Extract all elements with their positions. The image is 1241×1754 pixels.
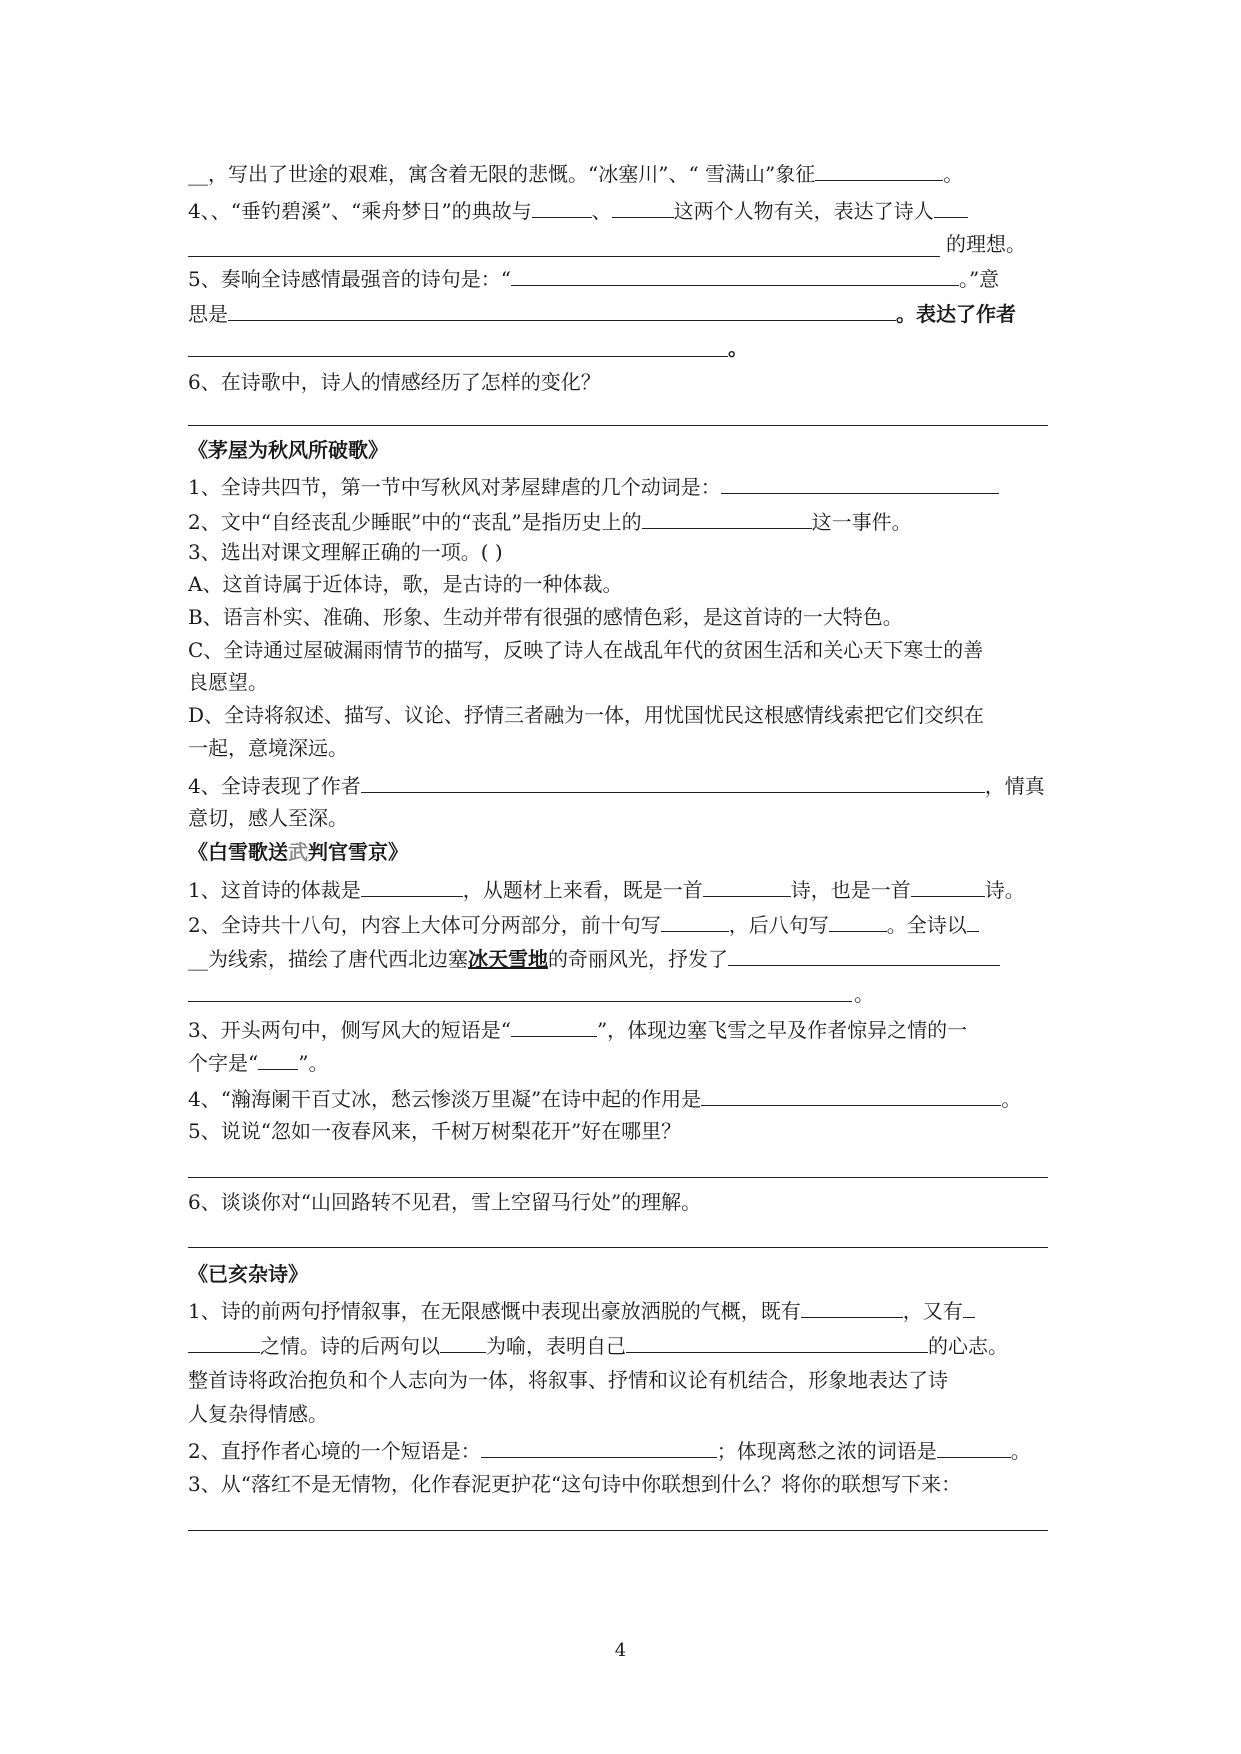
text: 1、全诗共四节，第一节中写秋风对茅屋肆虐的几个动词是： — [188, 475, 721, 499]
page-number: 4 — [614, 1640, 627, 1661]
s1-q5-meaning — [188, 300, 1016, 326]
text: 冰天雪地 — [468, 947, 548, 971]
text: 4、、“垂钓碧溪”、“乘舟梦日”的典故与 — [188, 199, 532, 223]
answer-blank[interactable] — [481, 1437, 717, 1458]
answer-blank[interactable] — [937, 1437, 1011, 1458]
s3-q1 — [188, 876, 1025, 902]
text: 4、全诗表现了作者 — [188, 774, 361, 798]
s3-q6: 6、谈谈你对“山回路转不见君，雪上空留马行处”的理解。 — [188, 1190, 702, 1214]
text: 2、全诗共十八句，内容上大体可分两部分，前十句写 — [188, 913, 661, 937]
text: 。 — [854, 982, 874, 1006]
text: 思是 — [188, 302, 228, 326]
text: ；体现离愁之浓的词语是 — [716, 1439, 937, 1463]
text: __为线索，描绘了唐代西北边塞 — [188, 947, 468, 971]
text: ，情真 — [984, 774, 1045, 798]
answer-blank[interactable] — [612, 197, 674, 218]
answer-line[interactable] — [188, 1530, 1048, 1531]
s2-q1 — [188, 473, 999, 499]
s3-q5: 5、说说“忽如一夜春风来，千树万树梨花开”好在哪里？ — [188, 1119, 682, 1143]
s3-q3 — [188, 1016, 967, 1042]
text: 之情。诗的后两句以 — [260, 1334, 440, 1358]
text: 《白雪歌送 — [188, 840, 288, 864]
text: ，又有 — [902, 1299, 963, 1323]
option-c-line-2: 良愿望。 — [188, 670, 268, 694]
s4-q1-cont — [188, 1332, 1008, 1358]
text: 。全诗以 — [886, 913, 967, 937]
text: 个字是“ — [188, 1051, 259, 1075]
answer-blank[interactable] — [701, 1085, 1001, 1106]
text: 1、诗的前两句抒情叙事，在无限感慨中表现出豪放洒脱的气概，既有 — [188, 1299, 801, 1323]
answer-line[interactable] — [188, 1177, 1048, 1178]
text: 1、这首诗的体裁是 — [188, 878, 361, 902]
text: 为喻，表明自己 — [486, 1334, 626, 1358]
text: 的心志。 — [928, 1334, 1008, 1358]
section-title: 《已亥杂诗》 — [188, 1262, 308, 1286]
s1-q4-line — [188, 197, 968, 223]
text: 。 — [728, 336, 748, 360]
text: 。 — [943, 162, 964, 186]
answer-line[interactable] — [188, 356, 728, 357]
text: 。 — [1001, 1087, 1022, 1111]
answer-blank[interactable] — [361, 772, 985, 793]
answer-blank[interactable] — [801, 1297, 903, 1318]
s3-q3-cont — [188, 1049, 328, 1075]
text: 武 — [288, 840, 308, 864]
text: 诗。 — [984, 878, 1025, 902]
s4-q3: 3、从“落红不是无情物，化作春泥更护花“这句诗中你联想到什么？将你的联想写下来： — [188, 1472, 962, 1496]
text: 。”意 — [958, 267, 1000, 291]
answer-blank[interactable] — [642, 508, 812, 529]
answer-blank[interactable] — [661, 911, 729, 932]
answer-blank[interactable] — [934, 197, 968, 218]
text: 2、文中“自经丧乱少睡眠”中的“丧乱”是指历史上的 — [188, 510, 642, 534]
s4-q1-summary-1: 整首诗将政治抱负和个人志向为一体，将叙事、抒情和议论有机结合，形象地表达了诗 — [188, 1368, 948, 1392]
answer-line[interactable] — [188, 425, 1048, 426]
text: 这两个人物有关，表达了诗人 — [673, 199, 934, 223]
text: ”。 — [298, 1051, 329, 1075]
answer-blank[interactable] — [963, 1297, 975, 1318]
text: 的奇丽风光，抒发了 — [548, 947, 728, 971]
answer-blank[interactable] — [511, 1016, 597, 1037]
text: 3、开头两句中，侧写风大的短语是“ — [188, 1018, 511, 1042]
text: ，从题材上来看，既是一首 — [462, 878, 703, 902]
text: 5、奏响全诗感情最强音的诗句是：“ — [188, 267, 511, 291]
option-a: A、这首诗属于近体诗，歌，是古诗的一种体裁。 — [188, 572, 623, 596]
s1-line-1 — [188, 160, 963, 186]
s2-q4-cont: 意切，感人至深。 — [188, 806, 348, 830]
answer-blank[interactable] — [188, 1332, 260, 1353]
text: __，写出了世途的艰难，寓含着无限的悲慨。 — [188, 162, 588, 186]
option-b: B、语言朴实、准确、形象、生动并带有很强的感情色彩，是这首诗的一大特色。 — [188, 605, 903, 629]
answer-blank[interactable] — [703, 876, 791, 897]
answer-blank[interactable] — [228, 300, 896, 321]
answer-line[interactable] — [188, 1001, 852, 1002]
s3-q2-cont — [188, 945, 1000, 971]
text: ，后八句写 — [728, 913, 829, 937]
section-title — [188, 840, 408, 864]
answer-blank[interactable] — [967, 911, 979, 932]
answer-blank[interactable] — [361, 876, 463, 897]
answer-blank[interactable] — [911, 876, 985, 897]
answer-blank[interactable] — [721, 473, 999, 494]
s3-q2 — [188, 911, 979, 937]
text: 。表达了作者 — [896, 302, 1016, 326]
s2-q2 — [188, 508, 912, 534]
section-title: 《茅屋为秋风所破歌》 — [188, 438, 388, 462]
text: ”，体现边塞飞雪之早及作者惊异之情的一 — [596, 1018, 968, 1042]
answer-blank[interactable] — [440, 1332, 486, 1353]
s1-q6: 6、在诗歌中，诗人的情感经历了怎样的变化？ — [188, 370, 601, 394]
text: 、 — [591, 199, 612, 223]
answer-blank[interactable] — [829, 911, 887, 932]
text: 判官雪京》 — [308, 840, 408, 864]
text: 的理想。 — [946, 232, 1026, 256]
text: 。 — [1010, 1439, 1031, 1463]
s2-q3: 3、选出对课文理解正确的一项。( ) — [188, 540, 503, 564]
option-d-line-2: 一起，意境深远。 — [188, 736, 348, 760]
s4-q1-summary-2: 人复杂得情感。 — [188, 1402, 328, 1426]
s3-q4 — [188, 1085, 1021, 1111]
s4-q1 — [188, 1297, 975, 1323]
answer-blank[interactable] — [511, 265, 959, 286]
answer-blank[interactable] — [815, 160, 943, 181]
text: 2、直抒作者心境的一个短语是： — [188, 1439, 481, 1463]
option-d-line-1: D、全诗将叙述、描写、议论、抒情三者融为一体，用忧国忧民这根感情线索把它们交织在 — [188, 703, 985, 727]
answer-line[interactable] — [188, 256, 940, 257]
text: 4、“瀚海阑干百丈冰，愁云惨淡万里凝”在诗中起的作用是 — [188, 1087, 702, 1111]
s4-q2 — [188, 1437, 1031, 1463]
text: “冰塞川”、“ 雪满山”象征 — [588, 162, 816, 186]
answer-blank[interactable] — [728, 945, 1000, 966]
answer-line[interactable] — [188, 1247, 1048, 1248]
text: 诗，也是一首 — [790, 878, 911, 902]
answer-blank[interactable] — [258, 1049, 298, 1070]
text: 这一事件。 — [811, 510, 912, 534]
answer-blank[interactable] — [626, 1332, 928, 1353]
option-c-line-1: C、全诗通过屋破漏雨情节的描写，反映了诗人在战乱年代的贫困生活和关心天下寒士的善 — [188, 638, 984, 662]
s1-q5-line — [188, 265, 999, 291]
s2-q4 — [188, 772, 1045, 798]
answer-blank[interactable] — [532, 197, 592, 218]
